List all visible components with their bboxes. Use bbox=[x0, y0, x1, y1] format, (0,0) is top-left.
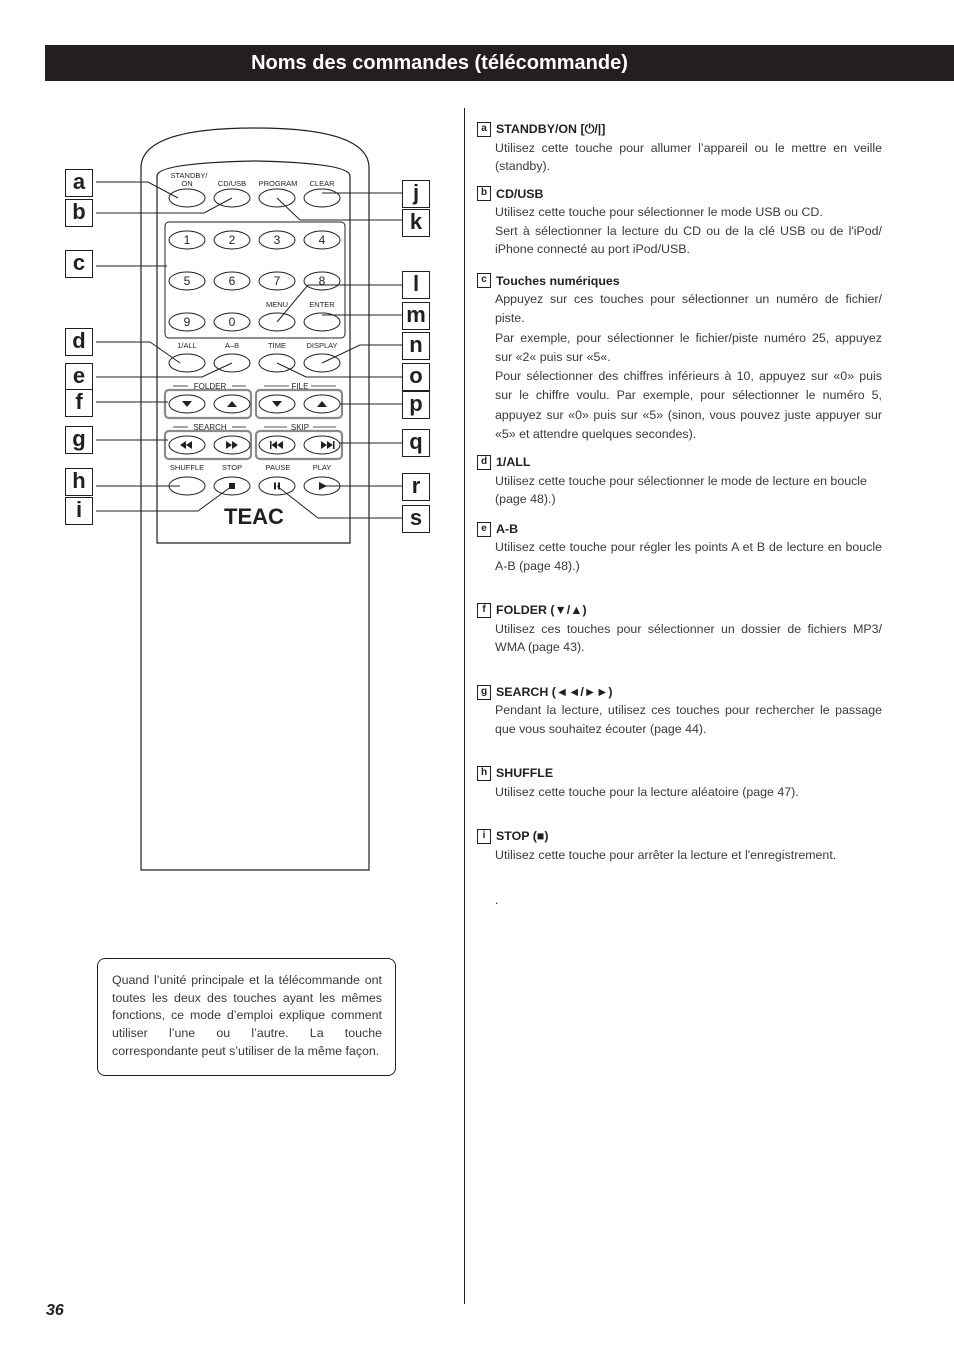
file-heading: FILE bbox=[291, 382, 309, 391]
stop-label: STOP bbox=[221, 463, 243, 472]
digit-2: 2 bbox=[228, 233, 236, 247]
callout-l: l bbox=[402, 271, 430, 299]
entry-tag: c bbox=[477, 273, 491, 288]
entry-tag: e bbox=[477, 522, 491, 537]
entry-text: Utilisez cette touche pour sélectionner le mode USB ou CD. bbox=[495, 205, 823, 219]
callout-m: m bbox=[402, 302, 430, 330]
entry-title: A-B bbox=[496, 521, 519, 536]
page-title: Noms des commandes (télécommande) bbox=[251, 52, 628, 74]
digit-0: 0 bbox=[228, 315, 236, 329]
entry-text: Utilisez cette touche pour sélectionner le mode de lecture en boucle (page 48).) bbox=[495, 473, 867, 507]
entry-text: Utilisez ces touches pour sélectionner un dossier de fichiers MP3/ WMA (page 43). bbox=[495, 621, 882, 655]
callout-a: a bbox=[65, 169, 93, 197]
digit-9: 9 bbox=[183, 315, 191, 329]
entry-title: SEARCH (◄◄/►►) bbox=[496, 684, 613, 699]
time-label: TIME bbox=[268, 341, 286, 350]
folder-heading: FOLDER bbox=[193, 382, 227, 391]
clear-button bbox=[304, 189, 340, 207]
page-number: 36 bbox=[46, 1302, 64, 1319]
callout-k: k bbox=[402, 209, 430, 237]
entry-d bbox=[477, 453, 882, 509]
shuffle-label: SHUFFLE bbox=[169, 463, 205, 472]
entry-text: Par exemple, pour sélectionner le fichier/piste numéro 25, appuyez sur «2« puis sur «5«. bbox=[495, 330, 882, 364]
entry-tag: b bbox=[477, 186, 491, 201]
entry-title: SHUFFLE bbox=[496, 766, 554, 781]
callout-n: n bbox=[402, 332, 430, 360]
callout-e: e bbox=[65, 363, 93, 391]
entry-text: Utilisez cette touche pour régler les points A et B de lecture en boucle A-B (page 48).) bbox=[495, 540, 882, 573]
callout-j: j bbox=[402, 180, 430, 208]
digit-8: 8 bbox=[318, 274, 326, 288]
entry-text: Utilisez cette touche pour la lecture aléatoire (page 47). bbox=[495, 784, 799, 799]
entry-tag: a bbox=[477, 122, 491, 137]
pause-label: PAUSE bbox=[265, 463, 291, 472]
entry-a bbox=[477, 120, 882, 176]
ab-label: A–B bbox=[224, 341, 240, 350]
callout-p: p bbox=[402, 391, 430, 419]
cdusb-label: CD/USB bbox=[217, 179, 247, 188]
entry-tag: g bbox=[477, 685, 491, 700]
entry-c bbox=[477, 272, 882, 445]
entry-text: Sert à sélectionner la lecture du CD ou de la clé USB ou de l'iPod/ iPhone connecté au port iPod/USB. bbox=[495, 223, 882, 256]
entry-text: Utilisez cette touche pour allumer l’appareil ou le mettre en veille (standby). bbox=[495, 140, 882, 173]
descriptions bbox=[477, 120, 882, 872]
menu-label: MENU bbox=[265, 300, 289, 309]
entry-text: Appuyez sur ces touches pour sélectionner un numéro de fichier/ piste. bbox=[495, 292, 882, 326]
page-header bbox=[45, 45, 954, 81]
callout-c: c bbox=[65, 250, 93, 278]
callout-i: i bbox=[65, 497, 93, 525]
callout-o: o bbox=[402, 363, 430, 391]
entry-text: Pendant la lecture, utilisez ces touches pour rechercher le passage que vous souhaitez écouter (page 44). bbox=[495, 703, 882, 736]
callout-h: h bbox=[65, 468, 93, 496]
skip-heading: SKIP bbox=[290, 423, 310, 432]
standby-label-2: ON bbox=[181, 179, 193, 188]
column-divider bbox=[464, 108, 465, 1304]
callout-f: f bbox=[65, 389, 93, 417]
entry-text: Pour sélectionner des chiffres inférieurs à 10, appuyez sur «0» puis sur le chiffre voulu. Par exemple, pour sélectionner le numéro 5, appuyez sur «0» puis sur «5» (sinon, vous pouvez juste appuyer sur «5» et attendre quelques secondes). bbox=[495, 369, 882, 442]
brand-logo: TEAC bbox=[224, 504, 284, 529]
clear-label: CLEAR bbox=[309, 179, 335, 188]
entry-g bbox=[477, 683, 882, 739]
callout-d: d bbox=[65, 328, 93, 356]
entry-title: 1/ALL bbox=[496, 455, 531, 470]
standby-button bbox=[169, 189, 205, 207]
program-label: PROGRAM bbox=[258, 179, 298, 188]
callout-b: b bbox=[65, 199, 93, 227]
callout-g: g bbox=[65, 426, 93, 454]
digit-6: 6 bbox=[228, 274, 236, 288]
standby-label-1: STANDBY/ bbox=[170, 171, 208, 180]
entry-f bbox=[477, 601, 882, 657]
digit-5: 5 bbox=[183, 274, 191, 288]
display-label: DISPLAY bbox=[306, 341, 338, 350]
play-label: PLAY bbox=[312, 463, 332, 472]
callout-q: q bbox=[402, 429, 430, 457]
callout-s: s bbox=[402, 505, 430, 533]
digit-4: 4 bbox=[318, 233, 326, 247]
entry-tag: d bbox=[477, 455, 491, 470]
enter-label: ENTER bbox=[309, 300, 335, 309]
digit-3: 3 bbox=[273, 233, 281, 247]
digit-1: 1 bbox=[183, 233, 191, 247]
entry-title: STANDBY/ON [⏻/|] bbox=[496, 122, 606, 136]
entry-tag: h bbox=[477, 766, 491, 781]
entry-tag: i bbox=[477, 829, 491, 844]
all-label: 1/ALL bbox=[177, 341, 197, 350]
search-heading: SEARCH bbox=[193, 423, 227, 432]
enter-button bbox=[304, 313, 340, 331]
entry-b bbox=[477, 185, 882, 259]
callout-r: r bbox=[402, 473, 430, 501]
note-box: Quand l’unité principale et la télécommande ont toutes les deux des touches ayant les mêmes fonctions, ce mode d’emploi explique comment utiliser l’une ou l’autre. La touche correspondante peut s’utiliser de la même façon. bbox=[97, 958, 396, 1076]
entry-h bbox=[477, 764, 882, 801]
remote-control-illustration bbox=[56, 124, 436, 884]
entry-title: Touches numériques bbox=[496, 273, 620, 288]
entry-text: Utilisez cette touche pour arrêter la lecture et l'enregistrement. bbox=[495, 847, 837, 862]
entry-i bbox=[477, 827, 882, 864]
entry-title: CD/USB bbox=[496, 186, 544, 201]
digit-7: 7 bbox=[273, 274, 281, 288]
entry-title: FOLDER (▼/▲) bbox=[496, 603, 587, 618]
all-button bbox=[169, 354, 205, 372]
trailing-dot: . bbox=[495, 893, 499, 907]
entry-title: STOP (■) bbox=[496, 829, 549, 844]
entry-tag: f bbox=[477, 603, 491, 618]
entry-e bbox=[477, 520, 882, 576]
